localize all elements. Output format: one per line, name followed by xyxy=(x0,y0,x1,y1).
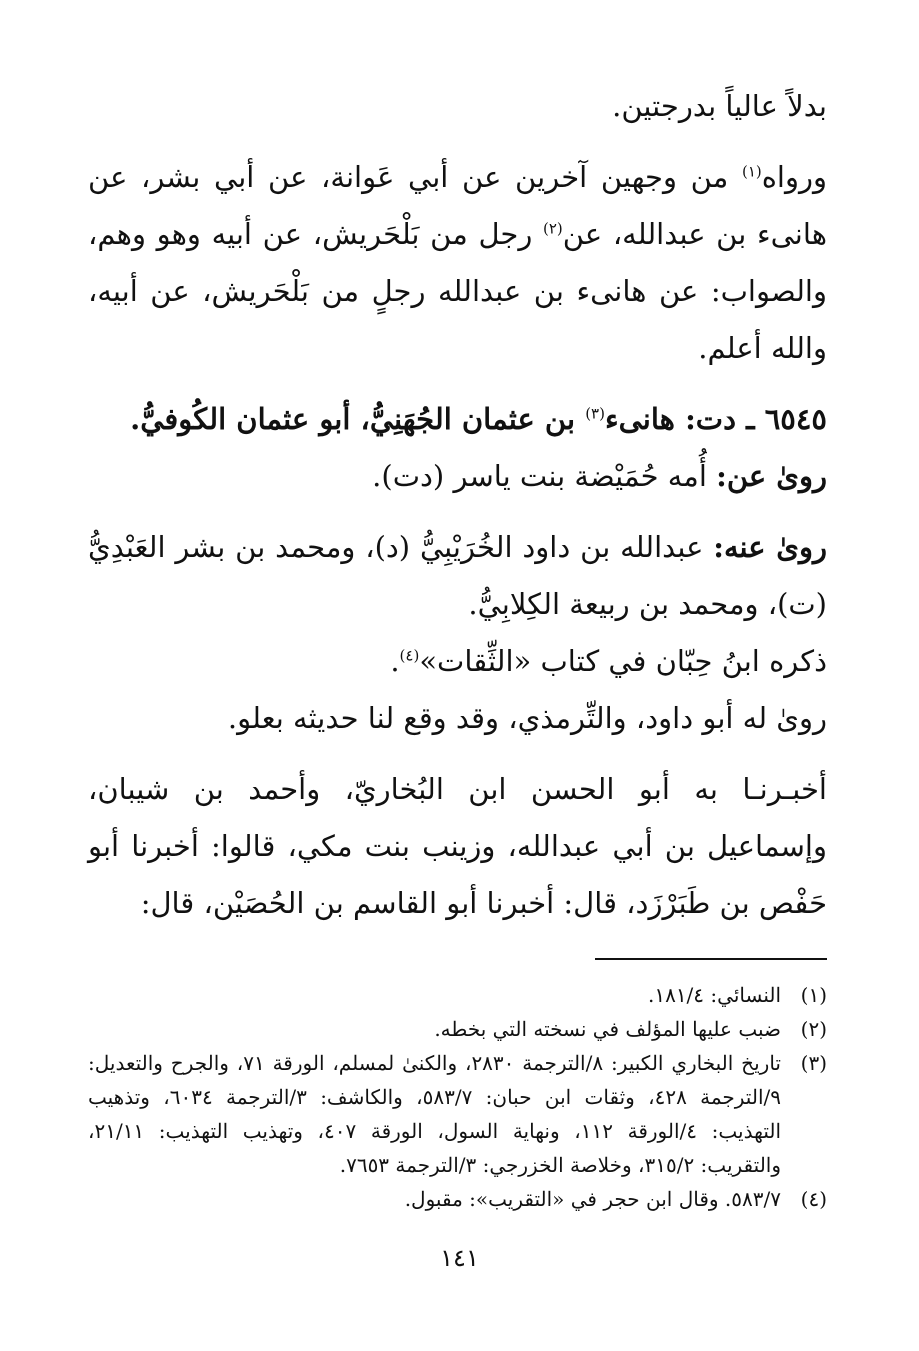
footnote-divider xyxy=(595,958,827,960)
footnote-text: تاريخ البخاري الكبير: ٨/الترجمة ٢٨٣٠، والكنىٰ لمسلم، الورقة ٧١، والجرح والتعديل: ٩/الترجمة ٤٢٨، وثقات ابن حبان: ٥٨٣/٧، والكاشف: ٣/الترجمة ٦٠٣٤، وتذهيب التهذيب: ٤/الورقة ١١٢، ونهاية السول، الورقة ٤٠٧، وتهذيب التهذيب: ٢١/١١، والتقريب: ٣١٥/٢، وخلاصة الخزرجي: ٣/الترجمة ٧٦٥٣. xyxy=(88,1051,781,1177)
narrated-from xyxy=(88,448,827,505)
mention-text-b: . xyxy=(390,644,400,678)
page-number: ١٤١ xyxy=(440,1244,479,1272)
footnote-1 xyxy=(88,978,827,1012)
footnote-number: (٣) xyxy=(800,1051,827,1075)
footnote-ref-3[interactable]: (٣) xyxy=(585,404,605,423)
mention-paragraph xyxy=(88,633,827,690)
footnotes xyxy=(88,978,827,1216)
footnote-2 xyxy=(88,1012,827,1046)
paragraph-2-text-b: من وجهين آخرين عن أبي عَوانة، عن أبي بشر، عن هانىء بن عبدالله، عن xyxy=(88,160,827,251)
footnote-text: ٥٨٣/٧. وقال ابن حجر في «التقريب»: مقبول. xyxy=(404,1187,781,1211)
mention-text-a: ذكره ابنُ حِبّان في كتاب «الثِّقات» xyxy=(419,644,827,678)
footnote-number: (٢) xyxy=(800,1017,827,1041)
paragraph-2-text-c: رجل من بَلْحَريش، عن أبيه وهو وهم، والصواب: عن هانىء بن عبدالله رجلٍ من بَلْحَريش، عن أبيه، والله أعلم. xyxy=(88,217,827,365)
footnote-number: (١) xyxy=(800,983,827,1007)
narrated-by xyxy=(88,519,827,633)
footnote-ref-1[interactable]: (١) xyxy=(741,162,762,181)
footnote-text: ضبب عليها المؤلف في نسخته التي بخطه. xyxy=(434,1017,781,1041)
paragraph-2 xyxy=(88,149,827,377)
chain-paragraph: أخبـرنـا به أبو الحسن ابن البُخاريّ، وأحمد بن شيبان، وإسماعيل بن أبي عبدالله، وزينب بنت مكي، قالوا: أخبرنا أبو حَفْص بن طَبَرْزَد، قال: أخبرنا أبو القاسم بن الحُصَيْن، قال: xyxy=(88,772,827,920)
narrated-from-text: أُمه حُمَيْضة بنت ياسر (دت). xyxy=(372,459,717,493)
footnote-4 xyxy=(88,1182,827,1216)
footnote-3 xyxy=(88,1046,827,1182)
footnote-text: النسائي: ١٨١/٤. xyxy=(647,983,781,1007)
footnote-ref-4[interactable]: (٤) xyxy=(399,646,420,665)
entry-heading xyxy=(88,391,827,448)
main-text xyxy=(88,78,827,932)
entry-name-a: هانىء xyxy=(604,402,686,436)
footnote-number: (٤) xyxy=(800,1187,827,1211)
narrated-by-label: روىٰ عنه: xyxy=(713,530,827,564)
narrated-for-paragraph: روىٰ له أبو داود، والتِّرمذي، وقد وقع لنا حديثه بعلو. xyxy=(227,701,827,735)
narrated-from-label: روىٰ عن: xyxy=(716,459,827,493)
footnote-ref-2[interactable]: (٢) xyxy=(543,219,563,238)
narrated-by-text: عبدالله بن داود الخُرَيْبِيُّ (د)، ومحمد بن بشر العَبْدِيُّ (ت)، ومحمد بن ربيعة الكِلابِيُّ. xyxy=(88,530,827,621)
entry-name-b: بن عثمان الجُهَنِيُّ، أبو عثمان الكُوفيُّ. xyxy=(130,402,586,436)
paragraph-1: بدلاً عالياً بدرجتين. xyxy=(612,89,827,123)
entry-number: ٦٥٤٥ ـ دت: xyxy=(685,402,827,436)
paragraph-2-text-a: ورواه xyxy=(761,160,827,194)
